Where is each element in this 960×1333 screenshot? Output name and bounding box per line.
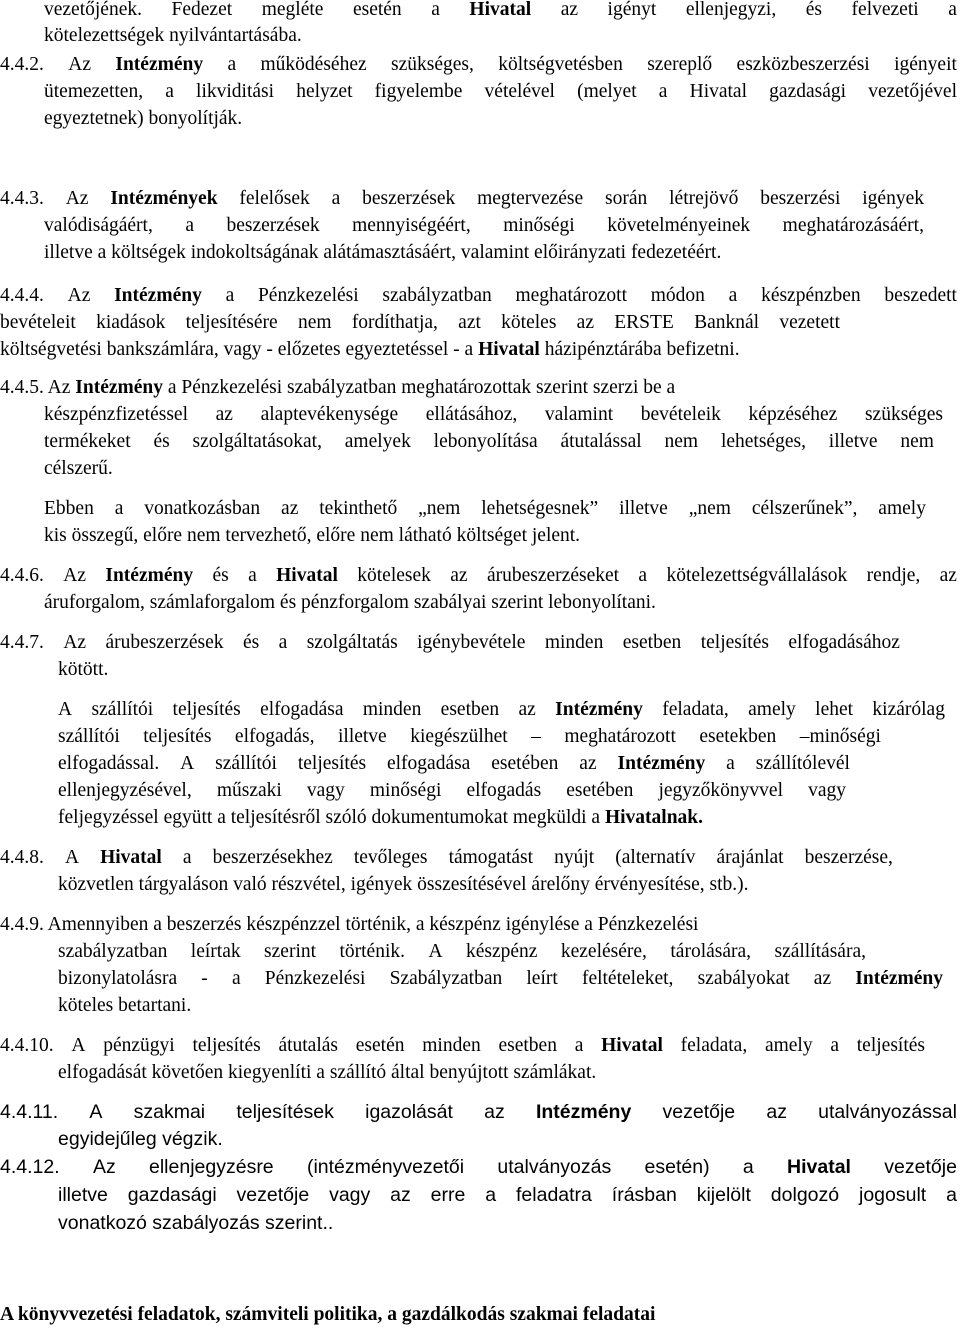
paragraph-4-4-9-line: 4.4.9. Amennyiben a beszerzés készpénzzel történik, a készpénz igénylése a Pénzkezelési bbox=[0, 914, 699, 935]
paragraph-4-4-7-detail-line: elfogadással. A szállítói teljesítés elfogadása esetében az Intézmény a szállítólevél bbox=[58, 753, 850, 774]
paragraph-4-4-9-line: szabályzatban leírtak szerint történik. A készpénz kezelésére, tárolására, szállítására, bbox=[58, 941, 866, 962]
paragraph-4-4-7-detail-line: A szállítói teljesítés elfogadása minden esetben az Intézmény feladata, amely lehet kizárólag bbox=[58, 699, 945, 720]
paragraph-4-4-10-line: elfogadását követően kiegyenlíti a szállító által benyújtott számlákat. bbox=[58, 1062, 597, 1083]
paragraph-4-4-11-line: 4.4.11. A szakmai teljesítések igazolását az Intézmény vezetője az utalványozással bbox=[0, 1101, 957, 1123]
paragraph-4-4-5-line: 4.4.5. Az Intézmény a Pénzkezelési szabályzatban meghatározottak szerint szerzi be a bbox=[0, 377, 676, 398]
paragraph-4-4-2-line: egyeztetnek) bonyolítják. bbox=[44, 108, 243, 129]
paragraph-4-4-1-line: vezetőjének. Fedezet megléte esetén a Hivatal az igényt ellenjegyzi, és felvezeti a bbox=[44, 0, 957, 20]
paragraph-4-4-7-detail-line: szállítói teljesítés elfogadás, illetve kiegészülhet – meghatározott esetekben –minőségi bbox=[58, 726, 881, 747]
paragraph-4-4-1-line: kötelezettségek nyilvántartásába. bbox=[44, 25, 302, 46]
paragraph-4-4-3-line: 4.4.3. Az Intézmények felelősek a beszerzések megtervezése során létrejövő beszerzési igények bbox=[0, 188, 924, 209]
paragraph-4-4-2-line: ütemezetten, a likviditási helyzet figyelembe vételével (melyet a Hivatal gazdasági vezetőjével bbox=[44, 81, 957, 102]
paragraph-4-4-7-line: kötött. bbox=[58, 659, 109, 680]
paragraph-4-4-5-line: készpénzfizetéssel az alaptevékenysége ellátásához, valamint bevételeik képzéséhez szükséges bbox=[44, 404, 943, 425]
paragraph-4-4-4-line: 4.4.4. Az Intézmény a Pénzkezelési szabályzatban meghatározott módon a készpénzben beszedett bbox=[0, 285, 957, 306]
paragraph-4-4-6-line: áruforgalom, számlaforgalom és pénzforgalom szabályai szerint lebonyolítani. bbox=[44, 592, 656, 613]
paragraph-4-4-9-line: köteles betartani. bbox=[58, 995, 192, 1016]
section-heading: A könyvvezetési feladatok, számviteli politika, a gazdálkodás szakmai feladatai bbox=[0, 1304, 656, 1325]
paragraph-4-4-4-line: költségvetési bankszámlára, vagy - előzetes egyeztetéssel - a Hivatal házipénztárába befizetni. bbox=[0, 339, 740, 360]
paragraph-4-4-9-line: bizonylatolásra - a Pénzkezelési Szabályzatban leírt feltételeket, szabályokat az Intézmény bbox=[58, 968, 943, 989]
paragraph-4-4-12-line: illetve gazdasági vezetője vagy az erre a feladatra írásban kijelölt dolgozó jogosult a bbox=[58, 1184, 957, 1206]
paragraph-4-4-12-line: vonatkozó szabályozás szerint.. bbox=[58, 1212, 334, 1234]
paragraph-4-4-6-line: 4.4.6. Az Intézmény és a Hivatal kötelesek az árubeszerzéseket a kötelezettségvállalások rendje, az bbox=[0, 565, 957, 586]
paragraph-4-4-5-note-line: Ebben a vonatkozásban az tekinthető „nem lehetségesnek” illetve „nem célszerűnek”, amely bbox=[44, 498, 926, 519]
paragraph-4-4-11-line: egyidejűleg végzik. bbox=[58, 1128, 223, 1150]
paragraph-4-4-8-line: 4.4.8. A Hivatal a beszerzésekhez tevőleges támogatást nyújt (alternatív árajánlat beszerzése, bbox=[0, 847, 893, 868]
paragraph-4-4-3-line: illetve a költségek indokoltságának alátámasztásáért, valamint előirányzati fedezetéért. bbox=[44, 242, 722, 263]
paragraph-4-4-5-note-line: kis összegű, előre nem tervezhető, előre nem látható költséget jelent. bbox=[44, 525, 581, 546]
paragraph-4-4-7-line: 4.4.7. Az árubeszerzések és a szolgáltatás igénybevétele minden esetben teljesítés elfogadásához bbox=[0, 632, 900, 653]
paragraph-4-4-4-line: bevételeit kiadások teljesítésére nem fordíthatja, azt köteles az ERSTE Banknál vezetett bbox=[0, 312, 840, 333]
paragraph-4-4-5-line: célszerű. bbox=[44, 458, 113, 479]
paragraph-4-4-3-line: valódiságáért, a beszerzések mennyiségéért, minőségi követelményeinek meghatározásáért, bbox=[44, 215, 924, 236]
paragraph-4-4-2-line: 4.4.2. Az Intézmény a működéséhez szükséges, költségvetésben szereplő eszközbeszerzési igényeit bbox=[0, 54, 957, 75]
paragraph-4-4-12-line: 4.4.12. Az ellenjegyzésre (intézményvezetői utalványozás esetén) a Hivatal vezetője bbox=[0, 1156, 957, 1178]
paragraph-4-4-10-line: 4.4.10. A pénzügyi teljesítés átutalás esetén minden esetben a Hivatal feladata, amely a teljesítés bbox=[0, 1035, 925, 1056]
paragraph-4-4-7-detail-line: ellenjegyzésével, műszaki vagy minőségi elfogadás esetében jegyzőkönyvvel vagy bbox=[58, 780, 846, 801]
paragraph-4-4-5-line: termékeket és szolgáltatásokat, amelyek lebonyolítása átutalással nem lehetséges, illetve nem bbox=[44, 431, 934, 452]
paragraph-4-4-8-line: közvetlen tárgyaláson való részvétel, igények összesítésével árelőny érvényesítése, stb.). bbox=[58, 874, 749, 895]
paragraph-4-4-7-detail-line: feljegyzéssel együtt a teljesítésről szóló dokumentumokat megküldi a Hivatalnak. bbox=[58, 807, 704, 828]
